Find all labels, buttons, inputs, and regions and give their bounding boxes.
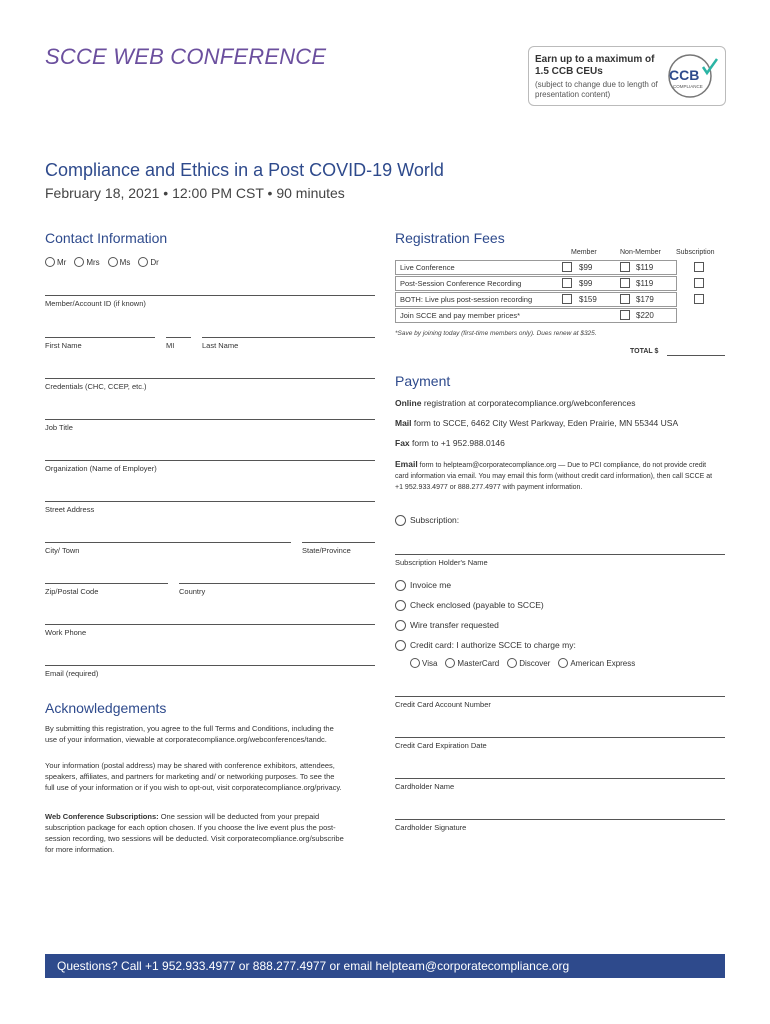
first-name-label: First Name — [45, 341, 82, 350]
payment-check-option[interactable]: Check enclosed (payable to SCCE) — [395, 600, 544, 611]
cardholder-signature-label: Cardholder Signature — [395, 823, 467, 832]
total-label: TOTAL $ — [630, 348, 659, 355]
payment-email: Email form to helpteam@corporatecompliance.org — Due to PCI compliance, do not provide credit card information via email. You may email this form (without credit card information), then call SCCE at +1 952.933.4977 or 888.277.4977 with payment information. — [395, 459, 713, 491]
organization-label: Organization (Name of Employer) — [45, 464, 157, 473]
col-subscription: Subscription — [676, 249, 715, 256]
footer-bar: Questions? Call +1 952.933.4977 or 888.277.4977 or email helpteam@corporatecompliance.org — [45, 954, 725, 978]
organization-input[interactable] — [45, 460, 375, 461]
radio-icon[interactable] — [558, 658, 568, 668]
work-phone-label: Work Phone — [45, 628, 87, 637]
col-nonmember: Non-Member — [620, 249, 661, 256]
cc-account-label: Credit Card Account Number — [395, 700, 491, 709]
price-live-nonmember: $119 — [636, 263, 654, 272]
payment-credit-option[interactable]: Credit card: I authorize SCCE to charge my: — [395, 640, 576, 651]
card-mastercard[interactable]: MasterCard — [445, 658, 499, 668]
ack-terms-paragraph: By submitting this registration, you agree to the full Terms and Conditions, including the use of your information, viewable at corporatecompliance.org/webconferences/tandc. — [45, 724, 334, 744]
credentials-input[interactable] — [45, 378, 375, 379]
mi-label: MI — [166, 341, 175, 350]
radio-icon[interactable] — [74, 257, 84, 267]
radio-icon[interactable] — [138, 257, 148, 267]
radio-icon[interactable] — [410, 658, 420, 668]
payment-wire-option[interactable]: Wire transfer requested — [395, 620, 499, 631]
checkbox-live-nonmember[interactable] — [620, 262, 630, 272]
salutation-group — [45, 257, 159, 267]
salutation-dr[interactable]: Dr — [138, 257, 158, 267]
total-input[interactable] — [667, 355, 725, 356]
checkbox-both-nonmember[interactable] — [620, 294, 630, 304]
street-input[interactable] — [45, 501, 375, 502]
ceu-sub-text: (subject to change due to length of presentation content) — [535, 80, 658, 99]
fee-row-join: Join SCCE and pay member prices* — [395, 308, 677, 323]
member-id-label: Member/Account ID (if known) — [45, 299, 146, 308]
salutation-ms[interactable]: Ms — [108, 257, 131, 267]
card-type-group — [410, 658, 635, 668]
checkbox-recording-member[interactable] — [562, 278, 572, 288]
payment-online: Online registration at corporatecompliance.org/webconferences — [395, 398, 636, 408]
price-join-nonmember: $220 — [636, 311, 654, 320]
event-date: February 18, 2021 • 12:00 PM CST • 90 minutes — [45, 185, 345, 201]
email-label: Email (required) — [45, 669, 99, 678]
card-visa[interactable]: Visa — [410, 658, 437, 668]
radio-icon[interactable] — [395, 600, 406, 611]
state-label: State/Province — [302, 546, 351, 555]
price-both-member: $159 — [579, 295, 597, 304]
payment-heading: Payment — [395, 373, 451, 389]
ack-privacy-paragraph: Your information (postal address) may be shared with conference exhibitors, attendees, speakers, affiliates, and partners for marketing and/ or networking purposes. To see the full use of your information or if you wish to opt-out, visit corporatecompliance.org/privacy. — [45, 761, 342, 792]
payment-invoice-option[interactable]: Invoice me — [395, 580, 451, 591]
ceu-main-text: Earn up to a maximum of 1.5 CCB CEUs — [535, 54, 655, 77]
last-name-label: Last Name — [202, 341, 239, 350]
radio-icon[interactable] — [395, 580, 406, 591]
state-input[interactable] — [302, 542, 375, 543]
radio-icon[interactable] — [395, 640, 406, 651]
event-title: Compliance and Ethics in a Post COVID-19 World — [45, 160, 444, 180]
subscription-holder-input[interactable] — [395, 554, 725, 555]
cardholder-signature-input[interactable] — [395, 819, 725, 820]
first-name-input[interactable] — [45, 337, 155, 338]
work-phone-input[interactable] — [45, 624, 375, 625]
radio-icon[interactable] — [108, 257, 118, 267]
radio-icon[interactable] — [445, 658, 455, 668]
card-amex[interactable]: American Express — [558, 658, 635, 668]
price-recording-member: $99 — [579, 279, 593, 288]
checkbox-recording-subscription[interactable] — [694, 278, 704, 288]
ack-subscription-bold: Web Conference Subscriptions: — [45, 812, 159, 821]
fee-row-recording: Post-Session Conference Recording — [395, 276, 677, 291]
conference-title: SCCE WEB CONFERENCE — [45, 44, 327, 69]
ccb-logo-sub: COMPLIANCE — [673, 84, 703, 89]
zip-label: Zip/Postal Code — [45, 587, 99, 596]
cc-account-input[interactable] — [395, 696, 725, 697]
credentials-label: Credentials (CHC, CCEP, etc.) — [45, 382, 147, 391]
salutation-mr[interactable]: Mr — [45, 257, 66, 267]
payment-subscription-option[interactable]: Subscription: — [395, 515, 459, 526]
cardholder-name-input[interactable] — [395, 778, 725, 779]
ack-subscription-text: One session will be deducted from your prepaid subscription package for each option chosen. If you choose the live event plus the post-session recording, two sessions will be deducted. Visit corporatecompliance.org/subscribe for more information. — [45, 812, 344, 854]
member-id-input[interactable] — [45, 295, 375, 296]
fees-note: *Save by joining today (first-time members only). Dues renew at $325. — [395, 330, 597, 337]
radio-icon[interactable] — [507, 658, 517, 668]
city-label: City/ Town — [45, 546, 80, 555]
salutation-mrs[interactable]: Mrs — [74, 257, 99, 267]
payment-mail: Mail form to SCCE, 6462 City West Parkway, Eden Prairie, MN 55344 USA — [395, 418, 679, 428]
contact-heading: Contact Information — [45, 230, 168, 246]
radio-icon[interactable] — [395, 515, 406, 526]
radio-icon[interactable] — [395, 620, 406, 631]
cc-expiration-label: Credit Card Expiration Date — [395, 741, 487, 750]
ceu-info-box — [528, 46, 726, 106]
card-discover[interactable]: Discover — [507, 658, 550, 668]
payment-fax: Fax form to +1 952.988.0146 — [395, 438, 505, 448]
checkbox-live-subscription[interactable] — [694, 262, 704, 272]
last-name-input[interactable] — [202, 337, 375, 338]
country-label: Country — [179, 587, 206, 596]
zip-input[interactable] — [45, 583, 168, 584]
job-title-label: Job Title — [45, 423, 73, 432]
country-input[interactable] — [179, 583, 375, 584]
col-member: Member — [571, 249, 597, 256]
acknowledgements-heading: Acknowledgements — [45, 700, 167, 716]
checkbox-both-subscription[interactable] — [694, 294, 704, 304]
checkbox-live-member[interactable] — [562, 262, 572, 272]
cc-expiration-input[interactable] — [395, 737, 725, 738]
street-label: Street Address — [45, 505, 95, 514]
checkbox-recording-nonmember[interactable] — [620, 278, 630, 288]
price-live-member: $99 — [579, 263, 593, 272]
checkbox-both-member[interactable] — [562, 294, 572, 304]
job-title-input[interactable] — [45, 419, 375, 420]
ccb-logo-text: CCB — [669, 67, 700, 83]
fee-row-live: Live Conference — [395, 260, 677, 275]
fee-row-both: BOTH: Live plus post-session recording — [395, 292, 677, 307]
mi-input[interactable] — [166, 337, 191, 338]
ccb-logo-icon — [659, 53, 721, 99]
checkbox-join-nonmember[interactable] — [620, 310, 630, 320]
subscription-holder-label: Subscription Holder's Name — [395, 558, 488, 567]
email-input[interactable] — [45, 665, 375, 666]
city-input[interactable] — [45, 542, 291, 543]
price-recording-nonmember: $119 — [636, 279, 654, 288]
ack-subscription-paragraph — [45, 811, 345, 855]
radio-icon[interactable] — [45, 257, 55, 267]
fees-heading: Registration Fees — [395, 230, 505, 246]
price-both-nonmember: $179 — [636, 295, 654, 304]
cardholder-name-label: Cardholder Name — [395, 782, 455, 791]
